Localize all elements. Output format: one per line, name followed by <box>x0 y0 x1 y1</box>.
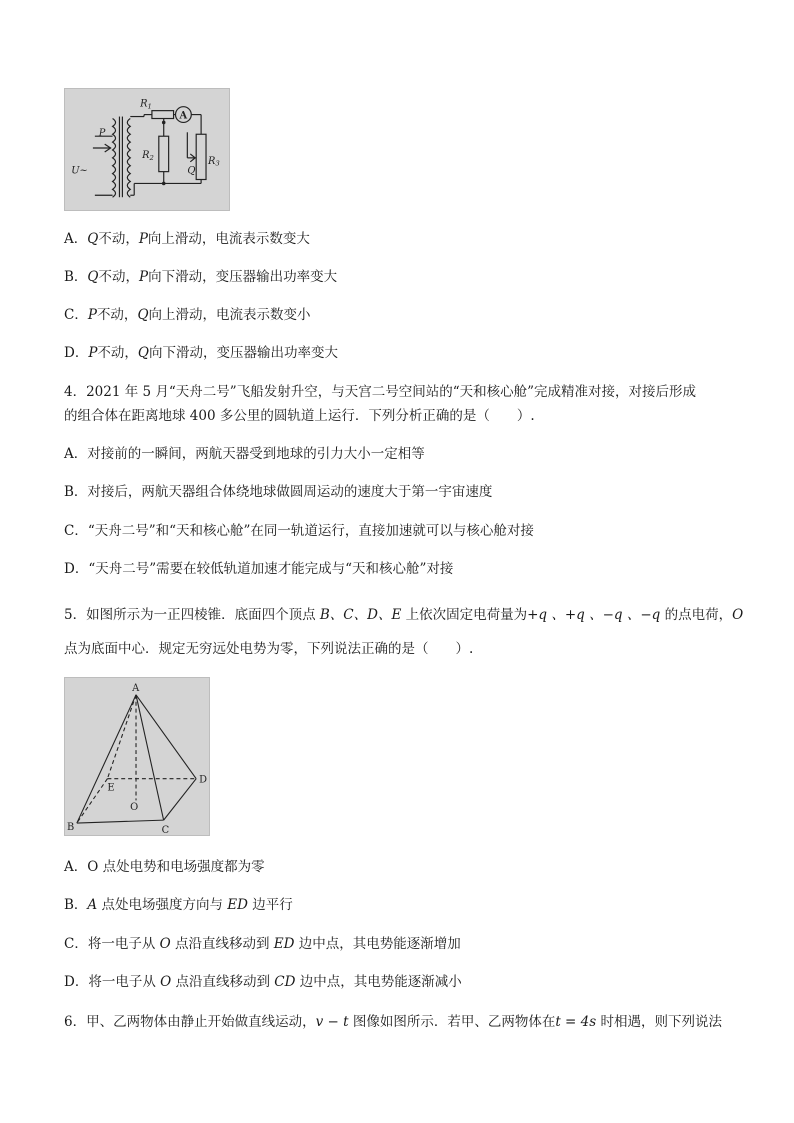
q4-stem-line1: 4．2021 年 5 月“天舟二号”飞船发射升空，与天宫二号空间站的“天和核心舱”完成精准对接，对接后形成 <box>64 384 697 400</box>
svg-text:B: B <box>66 821 75 833</box>
q5-option-b: B．A 点处电场强度方向与 ED 边平行 <box>64 897 293 913</box>
pyramid-figure <box>64 677 210 836</box>
q5-option-c: C．将一电子从 O 点沿直线移动到 ED 边中点，其电势能逐渐增加 <box>64 936 461 952</box>
q4-option-c: C．“天舟二号”和“天和核心舱”在同一轨道运行，直接加速就可以与核心舱对接 <box>64 523 534 539</box>
circuit-diagram <box>65 89 229 210</box>
svg-text:E: E <box>107 782 115 794</box>
q3-option-d: D．P不动，Q向下滑动，变压器输出功率变大 <box>64 345 338 361</box>
svg-text:U~: U~ <box>71 165 88 177</box>
svg-text:R3: $R_3$ <box>207 155 220 168</box>
q4-option-d: D．“天舟二号”需要在较低轨道加速才能完成与“天和核心舱”对接 <box>64 561 454 577</box>
q5-stem-line1: 5．如图所示为一正四棱锥．底面四个顶点 B、C、D、E 上依次固定电荷量为+q 、+q 、−q 、−q 的点电荷，O <box>64 607 744 623</box>
q5-option-a: A．O 点处电势和电场强度都为零 <box>64 859 265 875</box>
svg-text:Q: Q <box>187 165 196 177</box>
svg-text:A: A <box>179 110 188 122</box>
svg-text:C: C <box>161 824 170 835</box>
pyramid-diagram <box>65 678 209 835</box>
q4-option-a: A．对接前的一瞬间，两航天器受到地球的引力大小一定相等 <box>64 446 425 462</box>
q6-stem-line1: 6．甲、乙两物体由静止开始做直线运动，v − t 图像如图所示．若甲、乙两物体在t = 4s 时相遇，则下列说法 <box>64 1014 722 1030</box>
svg-text:O: O <box>130 802 139 814</box>
circuit-figure <box>64 88 230 211</box>
q3-option-b: B．Q不动，P向下滑动，变压器输出功率变大 <box>64 269 338 285</box>
q5-option-d: D．将一电子从 O 点沿直线移动到 CD 边中点，其电势能逐渐减小 <box>64 974 462 990</box>
svg-text:R1: $R_1$ <box>140 98 152 111</box>
q3-option-a: A．Q不动，P向上滑动，电流表示数变大 <box>64 231 310 247</box>
svg-text:R2: $R_2$ <box>142 149 154 162</box>
q5-stem-line2: 点为底面中心．规定无穷远处电势为零，下列说法正确的是（ ）. <box>64 641 474 657</box>
svg-text:P: P <box>98 128 106 140</box>
q4-stem-line2: 的组合体在距离地球 400 多公里的圆轨道上运行．下列分析正确的是（ ）. <box>64 408 535 424</box>
svg-text:A: A <box>132 682 140 694</box>
q3-option-c: C．P不动，Q向上滑动，电流表示数变小 <box>64 307 311 323</box>
q4-option-b: B．对接后，两航天器组合体绕地球做圆周运动的速度大于第一宇宙速度 <box>64 484 493 500</box>
svg-text:D: D <box>199 774 208 786</box>
